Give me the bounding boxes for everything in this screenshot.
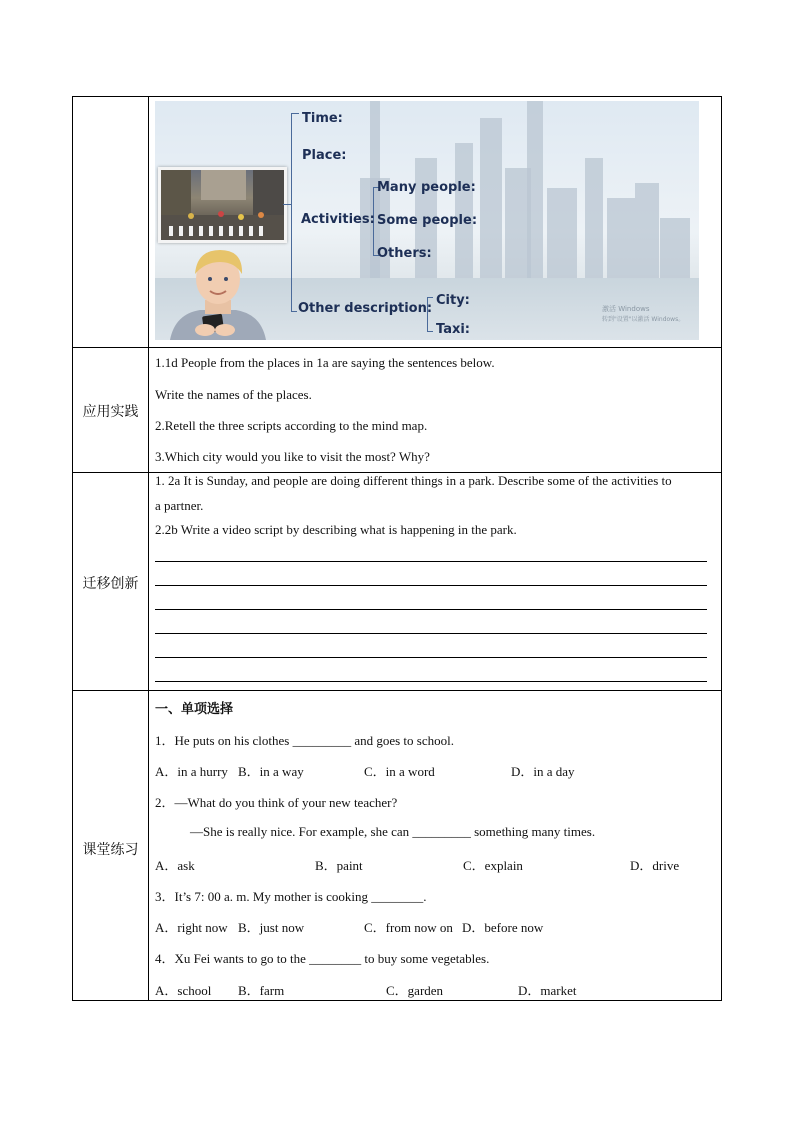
mind-map-other-description: Other description: <box>298 301 433 316</box>
q1-option-a: A．in a hurry <box>155 764 228 779</box>
q1-option-b: B．in a way <box>238 764 304 779</box>
mind-map-activities: Activities: <box>301 212 375 227</box>
q4-option-c: C．garden <box>386 983 444 998</box>
row-label-practice: 课堂练习 <box>82 842 139 858</box>
q3-option-a: A．right now <box>155 920 228 935</box>
q3-option-b: B．just now <box>238 920 305 935</box>
activation-watermark-sub: 转到"设置"以激活 Windows。 <box>602 316 685 323</box>
question-2: 2．—What do you think of your new teacher? <box>155 795 398 810</box>
mind-map-place: Place: <box>302 148 347 163</box>
mind-map-many-people: Many people: <box>377 180 476 195</box>
mind-map-city: City: <box>436 293 470 308</box>
q1-option-d: D．in a day <box>511 764 575 779</box>
question-1: 1．He puts on his clothes _________ and goes to school. <box>155 733 454 748</box>
transfer-line-1: 1. 2a It is Sunday, and people are doing different things in a park. Describe some of the activities to <box>155 473 672 488</box>
row-divider <box>73 690 721 691</box>
boy-with-phone-image <box>165 244 271 340</box>
street-photo <box>158 167 287 243</box>
apply-line-2: Write the names of the places. <box>155 387 312 402</box>
writing-line[interactable] <box>155 585 707 586</box>
q4-option-d: D．market <box>518 983 577 998</box>
q2-option-d: D．drive <box>630 858 680 873</box>
activation-watermark: 激活 Windows <box>602 305 650 313</box>
mind-map-taxi: Taxi: <box>436 322 471 337</box>
mind-map-time: Time: <box>302 111 343 126</box>
q2-option-a: A．ask <box>155 858 195 873</box>
apply-line-1: 1.1d People from the places in 1a are saying the sentences below. <box>155 355 495 370</box>
apply-line-4: 3.Which city would you like to visit the most? Why? <box>155 449 430 464</box>
row-label-transfer: 迁移创新 <box>82 576 139 592</box>
q3-option-d: D．before now <box>462 920 544 935</box>
q4-option-b: B．farm <box>238 983 285 998</box>
writing-line[interactable] <box>155 657 707 658</box>
row-divider <box>73 347 721 348</box>
q1-option-c: C．in a word <box>364 764 435 779</box>
column-divider <box>148 97 149 1000</box>
question-4: 4．Xu Fei wants to go to the ________ to buy some vegetables. <box>155 951 490 966</box>
writing-line[interactable] <box>155 633 707 634</box>
question-3: 3．It’s 7: 00 a. m. My mother is cooking ________. <box>155 889 427 904</box>
writing-line[interactable] <box>155 681 707 682</box>
apply-line-3: 2.Retell the three scripts according to the mind map. <box>155 418 428 433</box>
mind-map-image <box>155 101 699 340</box>
practice-heading: 一、单项选择 <box>155 702 234 717</box>
writing-line[interactable] <box>155 609 707 610</box>
writing-line[interactable] <box>155 561 707 562</box>
q3-option-c: C．from now on <box>364 920 453 935</box>
q4-option-a: A．school <box>155 983 212 998</box>
transfer-line-3: 2.2b Write a video script by describing what is happening in the park. <box>155 522 517 537</box>
mind-map-others: Others: <box>377 246 432 261</box>
q2-option-c: C．explain <box>463 858 523 873</box>
row-label-apply: 应用实践 <box>82 404 139 420</box>
transfer-line-2: a partner. <box>155 498 204 513</box>
question-2-reply: —She is really nice. For example, she can _________ something many times. <box>190 824 596 839</box>
q2-option-b: B．paint <box>315 858 363 873</box>
worksheet-table <box>72 96 722 1001</box>
mind-map-some-people: Some people: <box>377 213 478 228</box>
